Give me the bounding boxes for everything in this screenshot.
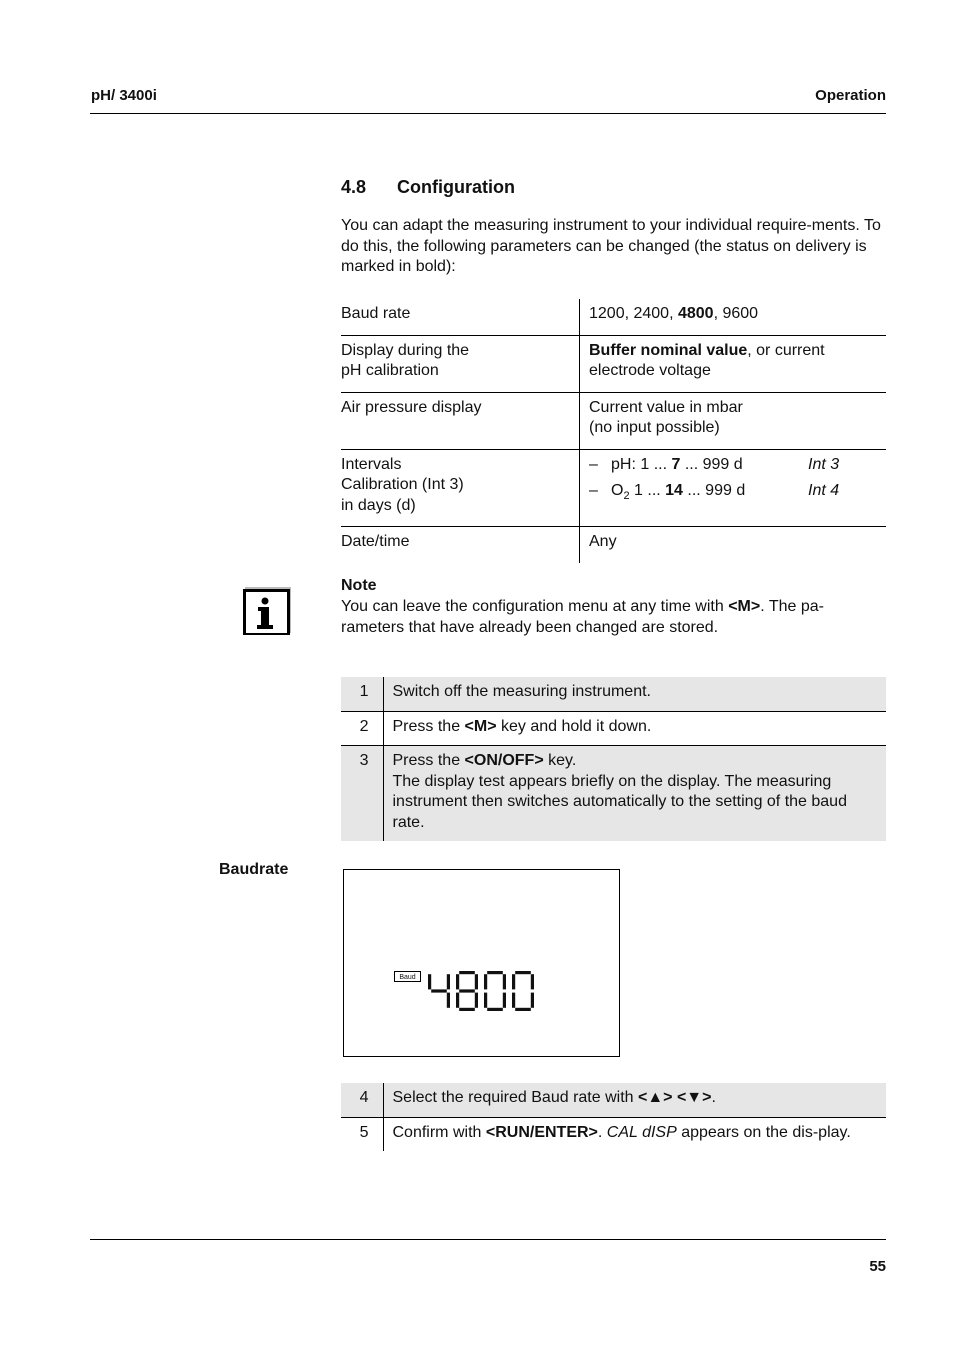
lcd-baud-label: Baud <box>394 971 421 982</box>
subscript: 2 <box>623 490 630 503</box>
default-value: 7 <box>671 455 681 473</box>
step-text-part: . <box>711 1089 716 1106</box>
steps-table-2 <box>341 1083 886 1151</box>
value-text: 1200, 2400, <box>589 305 678 322</box>
value-text: , 9600 <box>713 305 759 322</box>
step-text-part: appears on the dis-play. <box>676 1123 851 1141</box>
param-row-datetime <box>341 527 886 563</box>
lcd-digits <box>426 969 546 1013</box>
param-label: Baud rate <box>341 299 580 335</box>
param-value <box>580 449 887 527</box>
lcd-segment-b <box>531 974 534 989</box>
header-left: pH/ 3400i <box>91 87 157 104</box>
lcd-display <box>343 869 620 1057</box>
step-row <box>341 1083 886 1117</box>
lcd-segment-f <box>484 974 487 989</box>
step-text-part: Confirm with <box>392 1123 486 1141</box>
step-text-part: . <box>597 1123 607 1141</box>
steps-table-1 <box>341 677 886 841</box>
step-text <box>383 1117 886 1151</box>
interval-tag: Int 4 <box>808 482 840 499</box>
step-text-part: Select the required Baud rate with <box>392 1089 638 1106</box>
step-number: 3 <box>341 746 383 842</box>
lcd-segment-b <box>475 974 478 989</box>
lcd-segment-a <box>515 971 531 974</box>
lcd-segment-d <box>515 1008 531 1011</box>
value-text: Current value in mbar <box>589 398 743 416</box>
lcd-segment-c <box>503 993 506 1008</box>
note-text-part: You can leave the configuration menu at any time with <box>341 598 729 615</box>
section-title: Configuration <box>397 177 515 197</box>
lcd-segment-c <box>531 993 534 1008</box>
label-line: Display during the <box>341 341 470 359</box>
param-label: Air pressure display <box>341 392 580 449</box>
lcd-segment-g <box>459 989 475 992</box>
value-text: , or current <box>747 341 825 359</box>
param-row-air <box>341 392 886 449</box>
header-right: Operation <box>815 87 886 104</box>
interval-range <box>611 481 808 507</box>
step-number: 1 <box>341 677 383 711</box>
step-text <box>383 746 886 842</box>
interval-tag: Int 3 <box>808 455 840 473</box>
lcd-segment-g <box>431 989 447 992</box>
param-row-display <box>341 335 886 392</box>
interval-range <box>611 455 808 476</box>
note-text-part: . The pa-rameters that have already been changed are stored. <box>341 598 824 636</box>
value-text: (no input possible) <box>589 419 720 436</box>
value-text: electrode voltage <box>589 362 711 379</box>
interval-item <box>589 455 886 476</box>
step-text <box>383 1083 886 1117</box>
default-value: 4800 <box>677 305 714 322</box>
note-text <box>341 597 886 638</box>
step-row <box>341 711 886 746</box>
param-value <box>580 335 887 392</box>
step-text-part: Press the <box>392 752 465 769</box>
page-number: 55 <box>869 1258 886 1275</box>
lcd-segment-e <box>484 993 487 1008</box>
dash: – <box>589 482 598 499</box>
step-row <box>341 1117 886 1151</box>
step-text <box>383 711 886 746</box>
param-row-intervals <box>341 449 886 527</box>
display-message: CAL dISP <box>606 1123 677 1141</box>
key-label: <M> <box>728 598 761 615</box>
note-title: Note <box>341 577 377 594</box>
sidebar-label-baudrate: Baudrate <box>219 861 289 878</box>
intro-paragraph: You can adapt the measuring instrument to your individual require-ments. To do this, the following parameters can be changed (the status on delivery is marked in bold): <box>341 217 881 275</box>
lcd-segment-c <box>475 993 478 1008</box>
label-line: pH calibration <box>341 362 439 379</box>
step-text-part: key and hold it down. <box>496 717 652 735</box>
step-text-part: Press the <box>392 717 465 735</box>
lcd-segment-d <box>459 1008 475 1011</box>
key-label: <M> <box>464 717 497 735</box>
param-value <box>580 392 887 449</box>
lcd-segment-d <box>487 1008 503 1011</box>
value-text: pH: 1 ... <box>611 455 672 473</box>
footer-rule <box>90 1239 886 1240</box>
parameter-table <box>341 299 886 563</box>
lcd-segment-e <box>456 993 459 1008</box>
value-text: ... 999 d <box>680 455 743 473</box>
param-row-baud <box>341 299 886 335</box>
lcd-segment-a <box>487 971 503 974</box>
step-text-part: key. <box>543 752 577 769</box>
step-text: Switch off the measuring instrument. <box>383 677 886 711</box>
step-number: 4 <box>341 1083 383 1117</box>
default-value: Buffer nominal value <box>589 341 748 359</box>
default-value: 14 <box>665 482 683 499</box>
key-label: <RUN/ENTER> <box>485 1123 598 1141</box>
lcd-segment-c <box>447 993 450 1008</box>
param-label: Date/time <box>341 527 580 563</box>
lcd-segment-f <box>456 974 459 989</box>
lcd-segment-b <box>503 974 506 989</box>
step-detail: The display test appears briefly on the display. The measuring instrument then switches automatically to the setting of the baud rate. <box>392 772 847 831</box>
info-icon <box>243 585 293 635</box>
label-line: Calibration (Int 3) <box>341 476 464 493</box>
key-label: <ON/OFF> <box>464 752 544 769</box>
lcd-segment-b <box>447 974 450 989</box>
param-label <box>341 335 580 392</box>
value-text: 1 ... <box>629 482 666 499</box>
dash: – <box>589 455 598 473</box>
value-text: O <box>611 482 624 499</box>
lcd-segment-e <box>512 993 515 1008</box>
step-number: 2 <box>341 711 383 746</box>
label-line: Intervals <box>341 455 402 473</box>
step-row <box>341 746 886 842</box>
interval-item <box>589 481 886 507</box>
section-number: 4.8 <box>341 177 367 197</box>
key-label: <▲> <▼> <box>637 1089 712 1106</box>
param-label <box>341 449 580 527</box>
param-value: Any <box>580 527 887 563</box>
lcd-segment-f <box>428 974 431 989</box>
lcd-segment-a <box>459 971 475 974</box>
step-row <box>341 677 886 711</box>
label-line: in days (d) <box>341 496 416 514</box>
param-value <box>580 299 887 335</box>
step-number: 5 <box>341 1117 383 1151</box>
lcd-segment-f <box>512 974 515 989</box>
header-rule <box>90 113 886 114</box>
lcd-value-text <box>344 870 345 871</box>
value-text: ... 999 d <box>682 482 746 499</box>
